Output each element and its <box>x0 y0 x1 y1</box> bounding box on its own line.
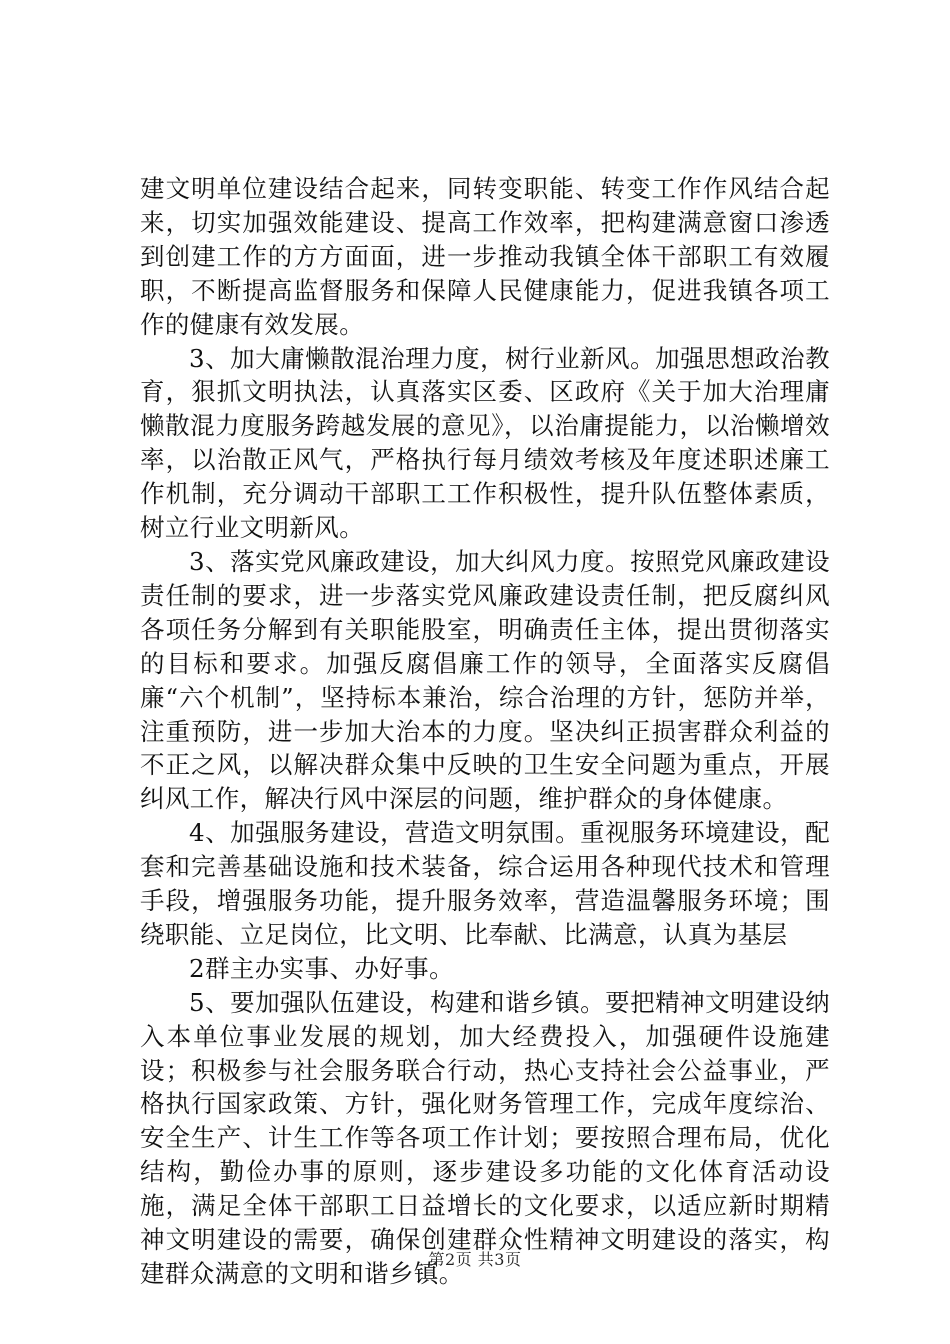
page-footer: 第2页 共3页 <box>428 1250 522 1269</box>
paragraph-item-3-integrity: 3、落实党风廉政建设，加大纠风力度。按照党风廉政建设责任制的要求，进一步落实党风廉政建设责任制，把反腐纠风各项任务分解到有关职能股室，明确责任主体，提出贯彻落实的目标和要求。加强反腐倡廉工作的领导，全面落实反腐倡廉“六个机制”，坚持标本兼治，综合治理的方针，惩防并举，注重预防，进一步加大治本的力度。坚决纠正损害群众利益的不正之风，以解决群众集中反映的卫生安全问题为重点，开展纠风工作，解决行风中深层的问题，维护群众的身体健康。 <box>140 546 830 814</box>
paragraph-item-5-team: 5、要加强队伍建设，构建和谐乡镇。要把精神文明建设纳入本单位事业发展的规划，加大经费投入，加强硬件设施建设；积极参与社会服务联合行动，热心支持社会公益事业，严格执行国家政策、方针，强化财务管理工作，完成年度综治、安全生产、计生工作等各项工作计划；要按照合理布局，优化结构，勤俭办事的原则，逐步建设多功能的文化体育活动设施，满足全体干部职工日益增长的文化要求，以适应新时期精神文明建设的需要，确保创建群众性精神文明建设的落实，构建群众满意的文明和谐乡镇。 <box>140 987 830 1288</box>
document-body <box>140 172 830 1291</box>
paragraph-item-4-service: 4、加强服务建设，营造文明氛围。重视服务环境建设，配套和完善基础设施和技术装备，综合运用各种现代技术和管理手段，增强服务功能，提升服务效率，营造温馨服务环境；围绕职能、立足岗位，比文明、比奉献、比满意，认真为基层 <box>140 818 830 949</box>
paragraph-item-3-rectify-laziness: 3、加大庸懒散混治理力度，树行业新风。加强思想政治教育，狠抓文明执法，认真落实区委、区政府《关于加大治理庸懒散混力度服务跨越发展的意见》，以治庸提能力，以治懒增效率，以治散正风气，严格执行每月绩效考核及年度述职述廉工作机制，充分调动干部职工工作积极性，提升队伍整体素质，树立行业文明新风。 <box>140 343 830 543</box>
paragraph-continuation: 建文明单位建设结合起来，同转变职能、转变工作作风结合起来，切实加强效能建设、提高工作效率，把构建满意窗口渗透到创建工作的方方面面，进一步推动我镇全体干部职工有效履职，不断提高监督服务和保障人民健康能力，促进我镇各项工作的健康有效发展。 <box>140 174 830 339</box>
paragraph-fragment: 2群主办实事、办好事。 <box>189 953 454 983</box>
